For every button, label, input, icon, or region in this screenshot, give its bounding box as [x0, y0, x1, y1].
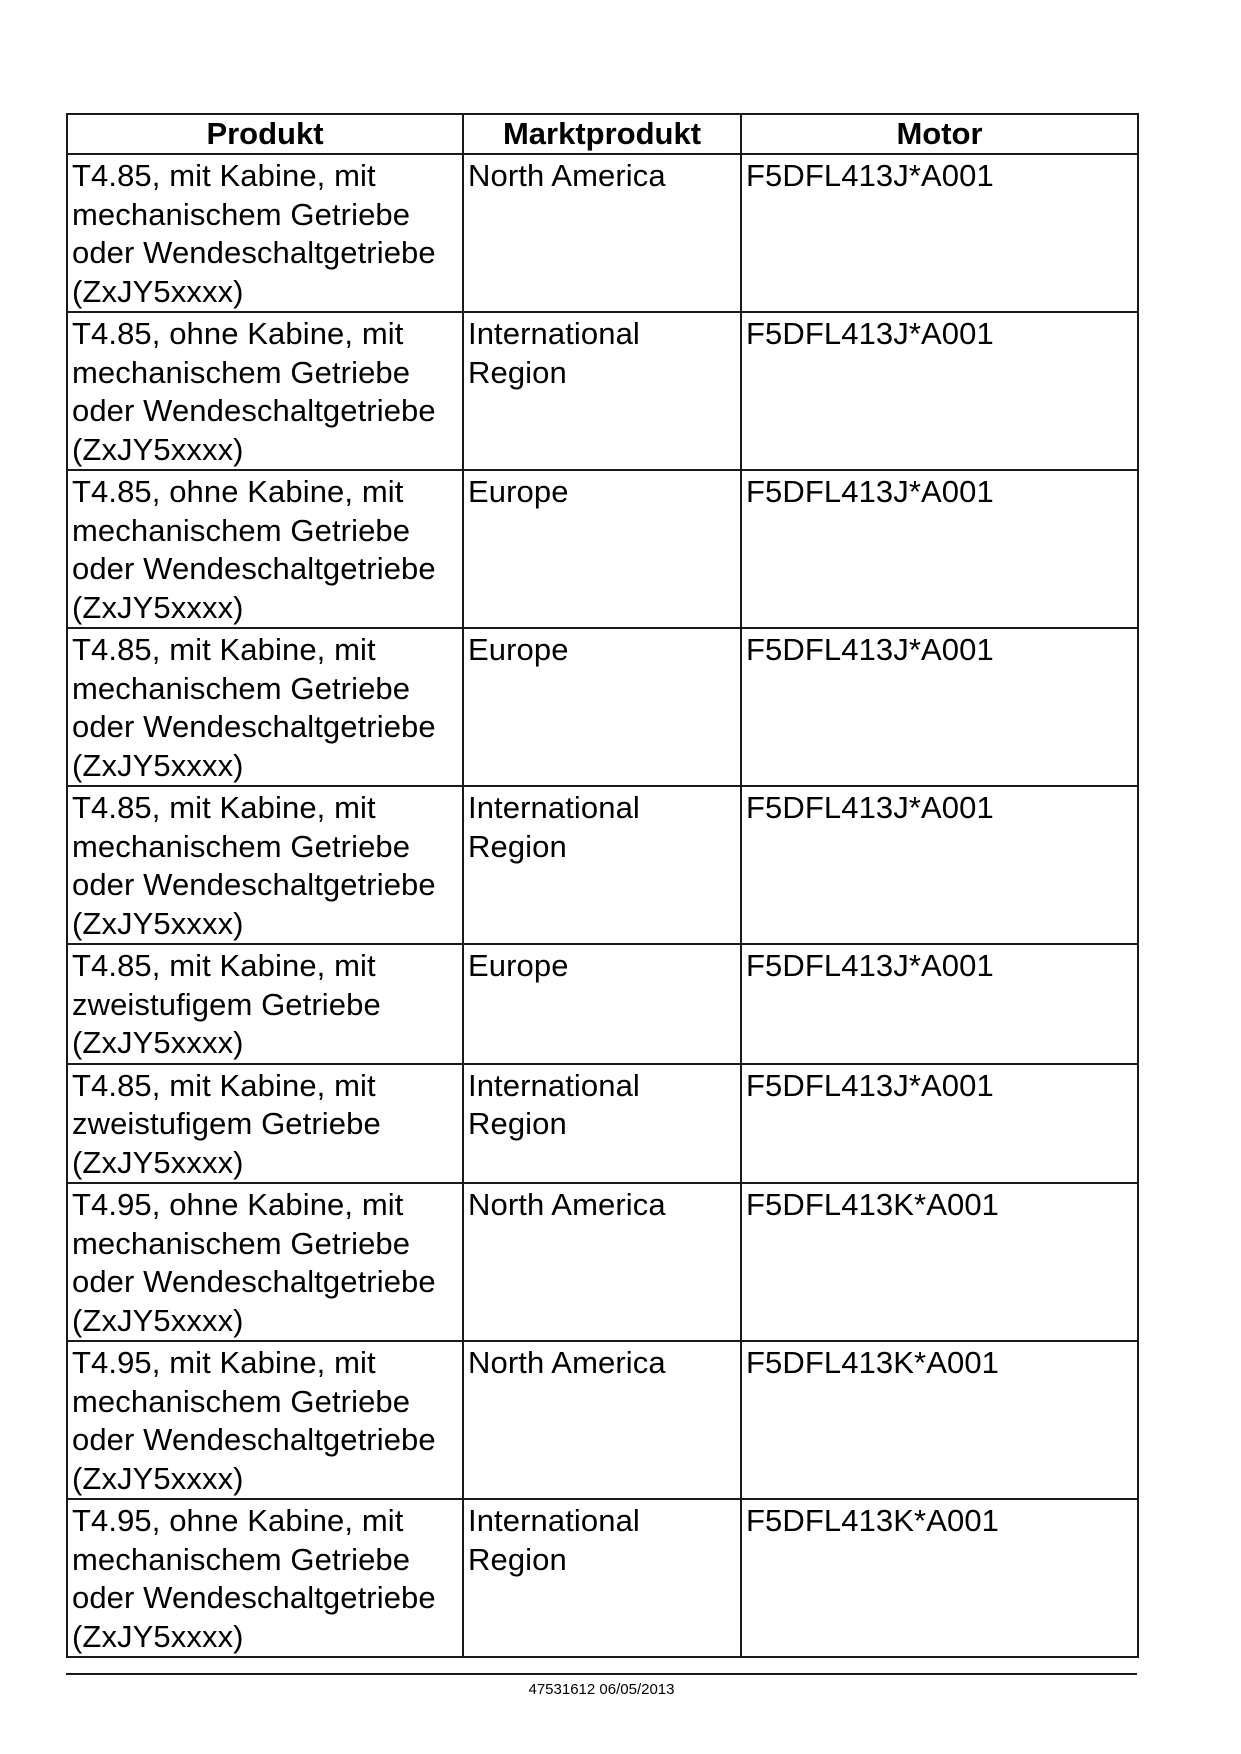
cell-motor: F5DFL413J*A001	[741, 944, 1138, 1064]
table-row	[67, 312, 1138, 470]
table-row	[67, 944, 1138, 1064]
cell-motor: F5DFL413J*A001	[741, 312, 1138, 470]
table-body	[67, 154, 1138, 1657]
cell-marktprodukt: International Region	[463, 1499, 741, 1657]
cell-marktprodukt: North America	[463, 1341, 741, 1499]
table-header-row	[67, 114, 1138, 154]
cell-produkt: T4.85, mit Kabine, mit mechanischem Getriebe oder Wendeschaltgetriebe (ZxJY5xxxx)	[67, 628, 463, 786]
table-row	[67, 1183, 1138, 1341]
product-engine-table	[66, 113, 1139, 1658]
footer-doc-reference: 47531612 06/05/2013	[528, 1681, 675, 1698]
table-row	[67, 1499, 1138, 1657]
column-header-produkt: Produkt	[67, 114, 463, 154]
cell-produkt: T4.85, mit Kabine, mit mechanischem Getriebe oder Wendeschaltgetriebe (ZxJY5xxxx)	[67, 786, 463, 944]
cell-produkt: T4.95, mit Kabine, mit mechanischem Getriebe oder Wendeschaltgetriebe (ZxJY5xxxx)	[67, 1341, 463, 1499]
table-row	[67, 470, 1138, 628]
cell-marktprodukt: International Region	[463, 1064, 741, 1184]
table-row	[67, 628, 1138, 786]
cell-produkt: T4.85, mit Kabine, mit mechanischem Getriebe oder Wendeschaltgetriebe (ZxJY5xxxx)	[67, 154, 463, 312]
cell-produkt: T4.85, mit Kabine, mit zweistufigem Getriebe (ZxJY5xxxx)	[67, 1064, 463, 1184]
cell-marktprodukt: Europe	[463, 470, 741, 628]
cell-produkt: T4.85, mit Kabine, mit zweistufigem Getriebe (ZxJY5xxxx)	[67, 944, 463, 1064]
cell-marktprodukt: Europe	[463, 944, 741, 1064]
column-header-marktprodukt: Marktprodukt	[463, 114, 741, 154]
cell-motor: F5DFL413J*A001	[741, 628, 1138, 786]
cell-produkt: T4.95, ohne Kabine, mit mechanischem Getriebe oder Wendeschaltgetriebe (ZxJY5xxxx)	[67, 1499, 463, 1657]
cell-produkt: T4.85, ohne Kabine, mit mechanischem Getriebe oder Wendeschaltgetriebe (ZxJY5xxxx)	[67, 312, 463, 470]
cell-motor: F5DFL413K*A001	[741, 1183, 1138, 1341]
cell-motor: F5DFL413J*A001	[741, 1064, 1138, 1184]
cell-motor: F5DFL413J*A001	[741, 154, 1138, 312]
cell-produkt: T4.95, ohne Kabine, mit mechanischem Getriebe oder Wendeschaltgetriebe (ZxJY5xxxx)	[67, 1183, 463, 1341]
cell-motor: F5DFL413K*A001	[741, 1499, 1138, 1657]
table-row	[67, 154, 1138, 312]
footer-divider	[66, 1673, 1137, 1675]
table-row	[67, 1341, 1138, 1499]
table-row	[67, 786, 1138, 944]
cell-motor: F5DFL413K*A001	[741, 1341, 1138, 1499]
cell-motor: F5DFL413J*A001	[741, 470, 1138, 628]
cell-marktprodukt: North America	[463, 154, 741, 312]
table-row	[67, 1064, 1138, 1184]
cell-produkt: T4.85, ohne Kabine, mit mechanischem Getriebe oder Wendeschaltgetriebe (ZxJY5xxxx)	[67, 470, 463, 628]
column-header-motor: Motor	[741, 114, 1138, 154]
cell-motor: F5DFL413J*A001	[741, 786, 1138, 944]
cell-marktprodukt: North America	[463, 1183, 741, 1341]
cell-marktprodukt: International Region	[463, 786, 741, 944]
cell-marktprodukt: Europe	[463, 628, 741, 786]
cell-marktprodukt: International Region	[463, 312, 741, 470]
